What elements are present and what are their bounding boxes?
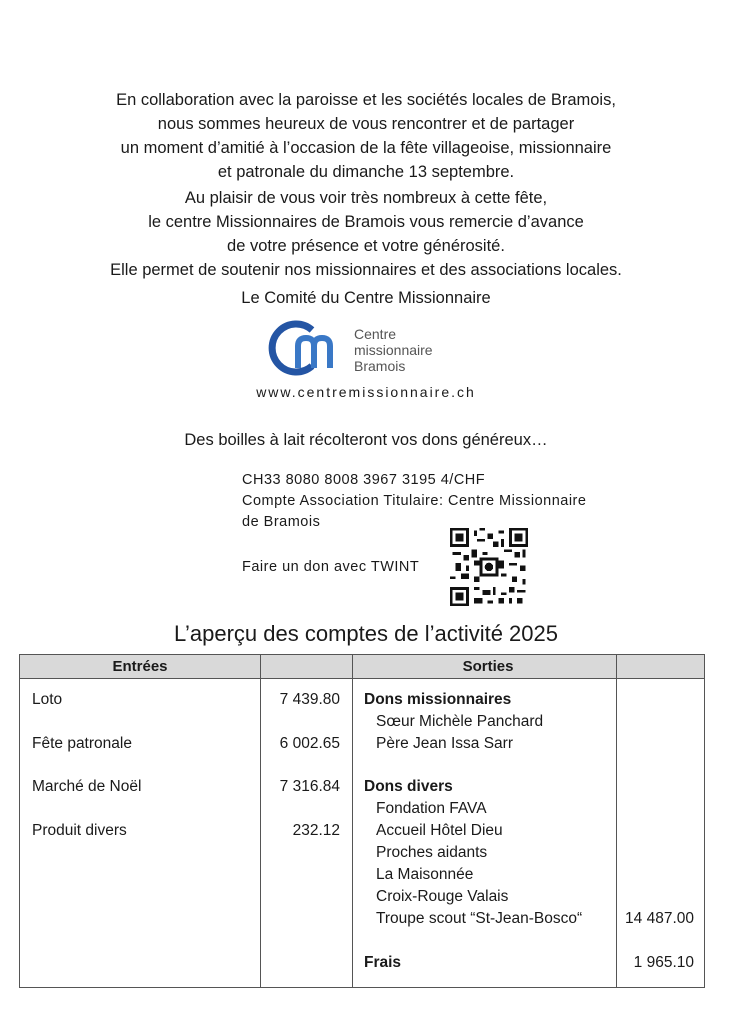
website-link[interactable]: www.centremissionnaire.ch — [256, 384, 476, 400]
entree-label: Marché de Noël — [32, 778, 142, 795]
entree-value: 7 439.80 — [279, 691, 340, 708]
intro-line: de votre présence et votre générosité. — [227, 237, 505, 255]
intro-line: un moment d’amitié à l’occasion de la fête villageoise, missionnaire — [120, 139, 612, 157]
sorties-item: Sœur Michèle Panchard — [376, 713, 544, 730]
bank-details — [242, 470, 586, 533]
cm-logo-icon — [268, 318, 348, 378]
logo-text-line: Bramois — [354, 358, 406, 374]
column-divider — [616, 655, 617, 987]
column-divider — [352, 655, 353, 987]
sorties-item: Troupe scout “St-Jean-Bosco“ — [376, 910, 583, 927]
intro-line: nous sommes heureux de vous rencontrer et de partager — [157, 115, 575, 133]
entree-value: 232.12 — [292, 822, 340, 839]
sorties-item: Proches aidants — [376, 844, 488, 861]
sorties-item: Croix-Rouge Valais — [376, 888, 509, 905]
entree-value: 6 002.65 — [279, 735, 340, 752]
header-entrees: Entrées — [112, 658, 168, 675]
sorties-item: La Maisonnée — [376, 866, 474, 883]
twint-label: Faire un don avec TWINT — [242, 559, 420, 575]
intro-line: En collaboration avec la paroisse et les sociétés locales de Bramois, — [116, 91, 616, 109]
logo-text-line: Centre — [354, 326, 397, 342]
entree-label: Loto — [32, 691, 63, 708]
entree-label: Fête patronale — [32, 735, 132, 752]
intro-line: Au plaisir de vous voir très nombreux à cette fête, — [184, 189, 548, 207]
account-holder-text: Compte Association Titulaire: Centre Missionnaire — [242, 493, 587, 509]
accounts-section-title: L’aperçu des comptes de l’activité 2025 — [173, 621, 558, 646]
account-holder-text-2: de Bramois — [242, 514, 321, 530]
accounts-table-header — [20, 655, 704, 679]
header-sorties: Sorties — [462, 658, 514, 675]
intro-line: et patronale du dimanche 13 septembre. — [217, 163, 515, 181]
frais-value: 1 965.10 — [633, 954, 694, 971]
entree-label: Produit divers — [32, 822, 127, 839]
twint-qr-code-icon[interactable] — [450, 528, 528, 606]
centre-missionnaire-logo — [268, 318, 508, 378]
logo-text-line: missionnaire — [354, 342, 433, 358]
sorties-item: Fondation FAVA — [376, 800, 487, 817]
sorties-item: Père Jean Issa Sarr — [376, 735, 513, 752]
intro-line: le centre Missionnaires de Bramois vous remercie d’avance — [148, 213, 584, 231]
sorties-group-title: Dons divers — [364, 778, 453, 795]
accounts-table — [19, 654, 705, 988]
intro-paragraph-2 — [0, 186, 732, 282]
entree-value: 7 316.84 — [279, 778, 340, 795]
committee-signature: Le Comité du Centre Missionnaire — [241, 289, 491, 307]
frais-label: Frais — [364, 954, 402, 971]
donation-headline: Des boilles à lait récolteront vos dons généreux… — [184, 431, 548, 449]
sorties-item: Accueil Hôtel Dieu — [376, 822, 503, 839]
intro-paragraph-1 — [0, 88, 732, 184]
column-divider — [260, 655, 261, 987]
sorties-group-title: Dons missionnaires — [364, 691, 512, 708]
intro-line: Elle permet de soutenir nos missionnaires et des associations locales. — [110, 261, 622, 279]
iban-text: CH33 8080 8008 3967 3195 4/CHF — [242, 472, 486, 488]
dons-total-value: 14 487.00 — [625, 910, 694, 927]
